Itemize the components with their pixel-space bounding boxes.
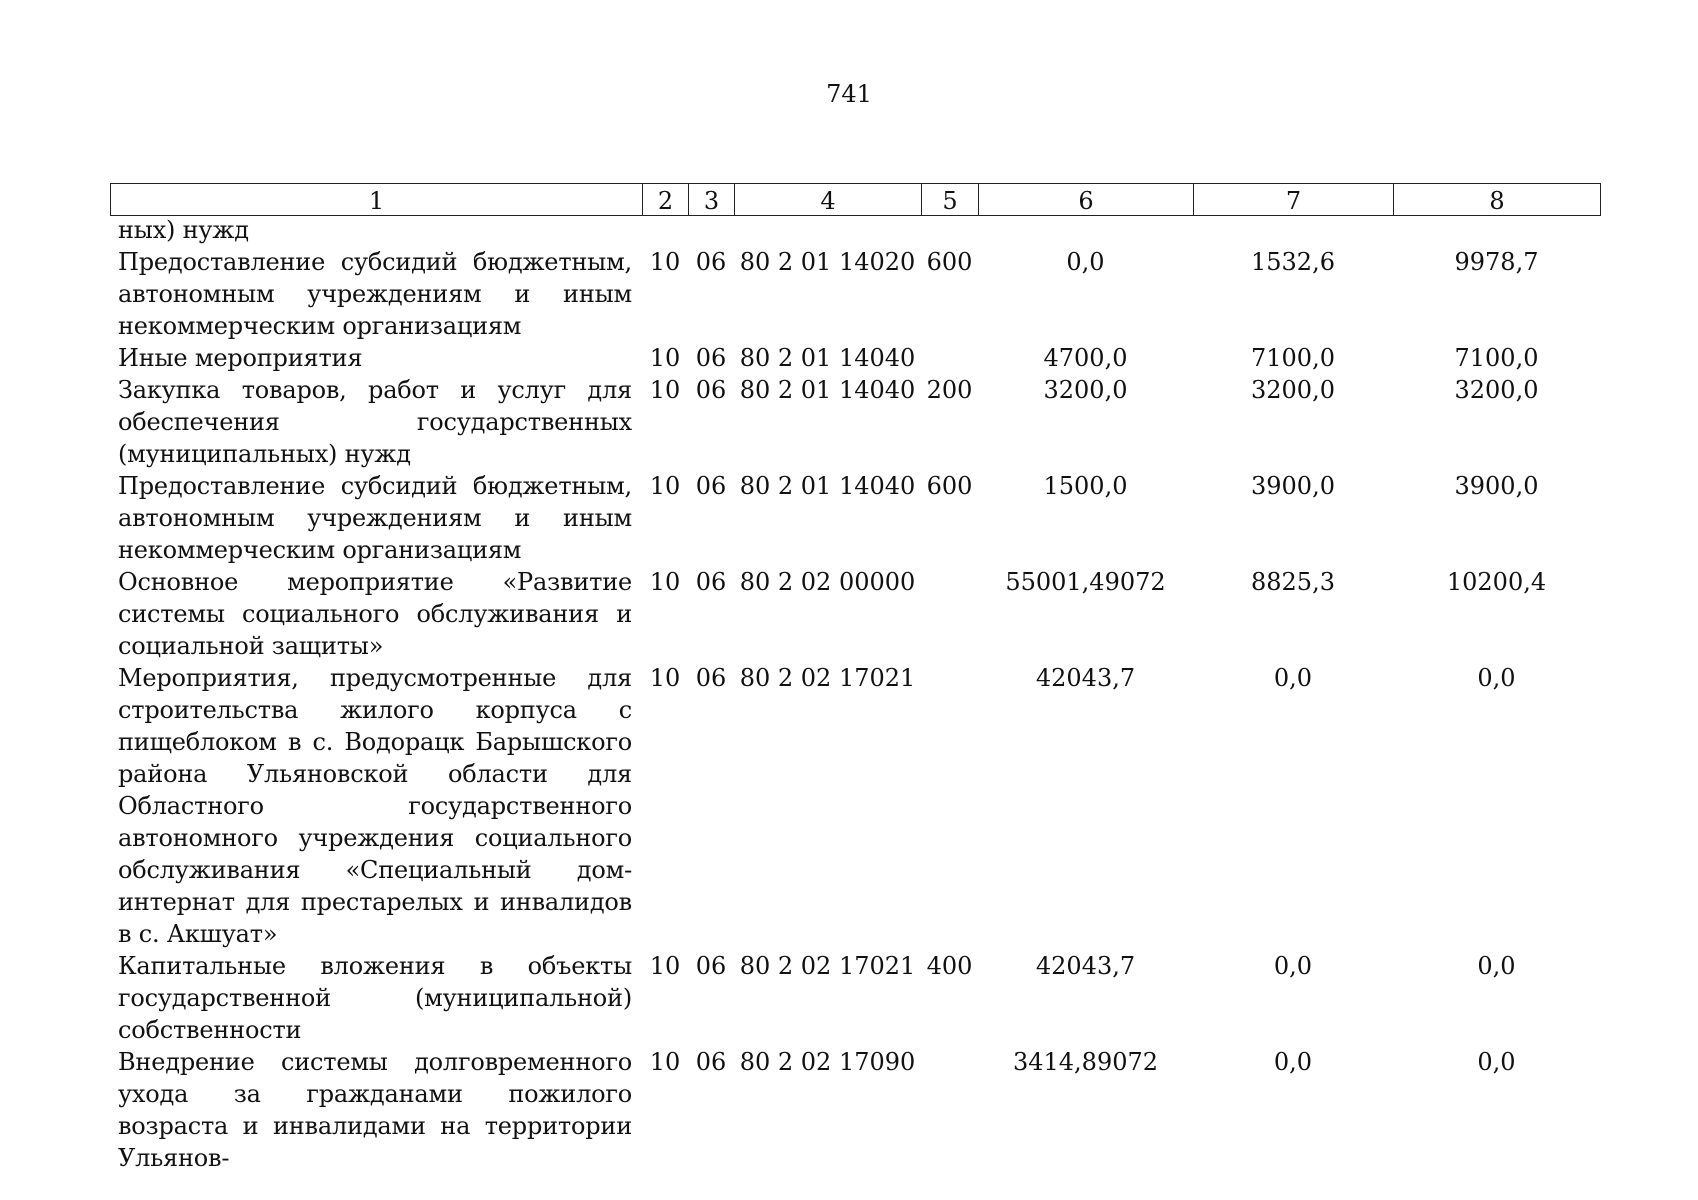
column-header-2: 2	[643, 184, 689, 216]
section-code: 10	[649, 568, 681, 596]
target-article-code: 80 2 01 14040	[739, 344, 916, 372]
value-column-8: 3900,0	[1454, 472, 1539, 500]
target-article-code: 80 2 01 14040	[739, 376, 916, 404]
value-column-7: 0,0	[1273, 664, 1313, 692]
value-column-8: 0,0	[1477, 1048, 1516, 1076]
row-name: ных) нужд	[118, 216, 249, 244]
expense-type-code	[921, 1046, 978, 1174]
subsection-code: 06	[695, 664, 727, 692]
subsection-code: 06	[695, 568, 727, 596]
value-column-6: 3414,89072	[1012, 1048, 1159, 1076]
section-code: 10	[649, 344, 681, 372]
subsection-code: 06	[695, 344, 727, 372]
expense-type-code	[921, 342, 978, 374]
column-header-4: 4	[735, 184, 922, 216]
table-row	[110, 1046, 1600, 1174]
value-column-8: 3200,0	[1454, 376, 1539, 404]
expense-type-code: 600	[926, 472, 973, 500]
table-row	[110, 342, 1600, 374]
expense-type-code	[921, 662, 978, 950]
target-article-code: 80 2 02 17021	[739, 952, 916, 980]
subsection-code: 06	[695, 1048, 727, 1076]
value-column-6: 1500,0	[1043, 472, 1128, 500]
row-name: Предоставление субсидий бюджетным, автономным учреждениям и иным некоммерческим организациям	[118, 472, 632, 564]
section-code: 10	[649, 1048, 681, 1076]
section-code: 10	[649, 472, 681, 500]
section-code: 10	[649, 664, 681, 692]
table-row	[110, 950, 1600, 1046]
table-row	[110, 566, 1600, 662]
row-name: Мероприятия, предусмотренные для строительства жилого корпуса с пищеблоком в с. Водорацк Барышского района Ульяновской области для Областного государственного автономного учреждения социального обслуживания «Специальный дом-интернат для престарелых и инвалидов в с. Акшуат»	[118, 664, 632, 948]
target-article-code: 80 2 02 17090	[739, 1048, 916, 1076]
value-column-7: 1532,6	[1251, 248, 1335, 276]
row-name: Основное мероприятие «Развитие системы социального обслуживания и социальной защиты»	[118, 568, 632, 660]
value-column-7: 0,0	[1273, 1048, 1313, 1076]
column-header-1: 1	[111, 184, 643, 216]
value-column-7	[1193, 214, 1393, 246]
row-name: Иные мероприятия	[118, 344, 363, 372]
section-code	[642, 214, 688, 246]
section-code: 10	[649, 248, 681, 276]
value-column-7: 3200,0	[1251, 376, 1335, 404]
expense-type-code: 600	[926, 248, 973, 276]
value-column-6: 3200,0	[1043, 376, 1128, 404]
value-column-8: 9978,7	[1454, 248, 1539, 276]
value-column-6: 42043,7	[1035, 664, 1136, 692]
table-row	[110, 662, 1600, 950]
value-column-7: 3900,0	[1251, 472, 1335, 500]
section-code: 10	[649, 952, 681, 980]
value-column-6: 42043,7	[1035, 952, 1136, 980]
target-article-code: 80 2 01 14020	[739, 248, 916, 276]
page-number: 741	[826, 80, 872, 108]
subsection-code: 06	[695, 952, 727, 980]
budget-table	[110, 214, 1600, 1174]
value-column-6: 4700,0	[1043, 344, 1128, 372]
table-row	[110, 374, 1600, 470]
row-name: Капитальные вложения в объекты государственной (муниципальной) собственности	[118, 952, 632, 1044]
value-column-8: 10200,4	[1446, 568, 1547, 596]
table-row	[110, 470, 1600, 566]
subsection-code: 06	[695, 472, 727, 500]
target-article-code: 80 2 02 00000	[739, 568, 916, 596]
target-article-code: 80 2 01 14040	[739, 472, 916, 500]
subsection-code: 06	[695, 376, 727, 404]
value-column-8: 7100,0	[1454, 344, 1539, 372]
value-column-7: 8825,3	[1251, 568, 1335, 596]
row-name: Закупка товаров, работ и услуг для обеспечения государственных (муниципальных) нужд	[118, 376, 632, 468]
expense-type-code	[921, 566, 978, 662]
expense-type-code: 400	[926, 952, 973, 980]
expense-type-code: 200	[926, 376, 973, 404]
row-name: Предоставление субсидий бюджетным, автономным учреждениям и иным некоммерческим организациям	[118, 248, 632, 340]
value-column-8: 0,0	[1477, 664, 1516, 692]
value-column-8	[1393, 214, 1600, 246]
column-header-8: 8	[1394, 184, 1601, 216]
table-row	[110, 214, 1600, 246]
subsection-code: 06	[695, 248, 727, 276]
value-column-6: 55001,49072	[1005, 568, 1166, 596]
subsection-code	[688, 214, 734, 246]
value-column-6	[978, 214, 1193, 246]
row-name: Внедрение системы долговременного ухода за гражданами пожилого возраста и инвалидами на территории Ульянов-	[118, 1048, 632, 1172]
section-code: 10	[649, 376, 681, 404]
table-body	[110, 214, 1600, 1174]
column-header-table	[110, 183, 1601, 216]
target-article-code	[734, 214, 921, 246]
column-header-7: 7	[1194, 184, 1394, 216]
expense-type-code	[921, 214, 978, 246]
value-column-6: 0,0	[1066, 248, 1105, 276]
target-article-code: 80 2 02 17021	[739, 664, 916, 692]
column-number-row	[111, 184, 1601, 216]
column-header-3: 3	[689, 184, 735, 216]
column-header-6: 6	[979, 184, 1194, 216]
value-column-8: 0,0	[1477, 952, 1516, 980]
value-column-7: 0,0	[1273, 952, 1313, 980]
value-column-7: 7100,0	[1251, 344, 1335, 372]
table-row	[110, 246, 1600, 342]
column-header-5: 5	[922, 184, 979, 216]
